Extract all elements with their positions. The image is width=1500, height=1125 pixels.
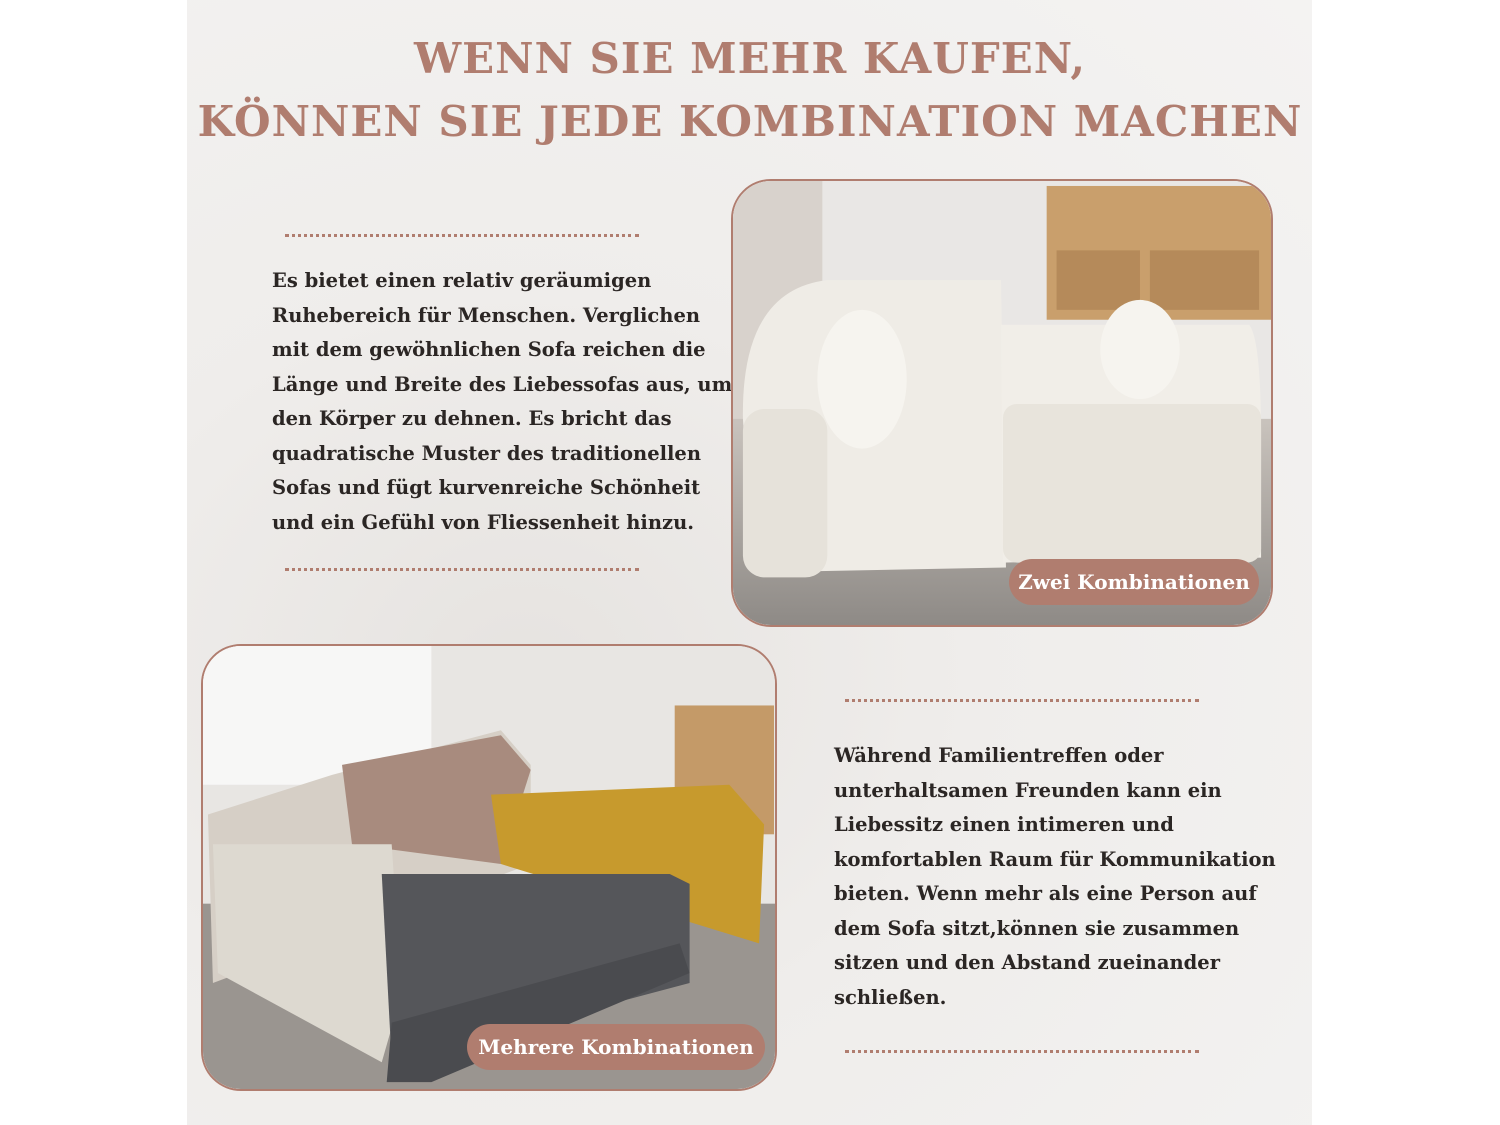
- paragraph-line: Es bietet einen relativ geräumigen: [272, 269, 652, 292]
- paragraph-line: dem Sofa sitzt,können sie zusammen: [834, 916, 1240, 940]
- paragraph-line: Sofas und fügt kurvenreiche Schönheit: [272, 476, 701, 499]
- paragraph-line: mit dem gewöhnlichen Sofa reichen die: [272, 338, 706, 361]
- badge-two-combinations: Zwei Kombinationen: [1009, 559, 1259, 605]
- divider-dotted: [845, 1050, 1199, 1053]
- paragraph-line: Länge und Breite des Liebessofas aus, um: [272, 372, 733, 396]
- description-paragraph-2: [834, 739, 1274, 1015]
- headline-line-1: WENN SIE MEHR KAUFEN,: [413, 34, 1087, 83]
- paragraph-line: und ein Gefühl von Fliessenheit hinzu.: [272, 510, 695, 534]
- divider-dotted: [285, 234, 639, 237]
- paragraph-line: Während Familientreffen oder: [834, 744, 1164, 767]
- paragraph-line: quadratische Muster des traditionellen: [272, 441, 702, 465]
- divider-dotted: [285, 568, 639, 571]
- paragraph-line: den Körper zu dehnen. Es bricht das: [272, 407, 672, 430]
- headline-line-2: KÖNNEN SIE JEDE KOMBINATION MACHEN: [197, 97, 1303, 146]
- paragraph-line: Ruhebereich für Menschen. Verglichen: [272, 303, 701, 327]
- badge-multiple-combinations: Mehrere Kombinationen: [467, 1024, 765, 1070]
- paragraph-line: unterhaltsamen Freunden kann ein: [834, 778, 1222, 802]
- divider-dotted: [845, 699, 1199, 702]
- paragraph-line: komfortablen Raum für Kommunikation: [834, 847, 1276, 871]
- paragraph-line: Liebessitz einen intimeren und: [834, 813, 1174, 836]
- description-paragraph-1: [272, 264, 733, 540]
- paragraph-line: schließen.: [834, 985, 947, 1009]
- paragraph-line: bieten. Wenn mehr als eine Person auf: [834, 882, 1257, 905]
- paragraph-line: sitzen und den Abstand zueinander: [834, 951, 1220, 974]
